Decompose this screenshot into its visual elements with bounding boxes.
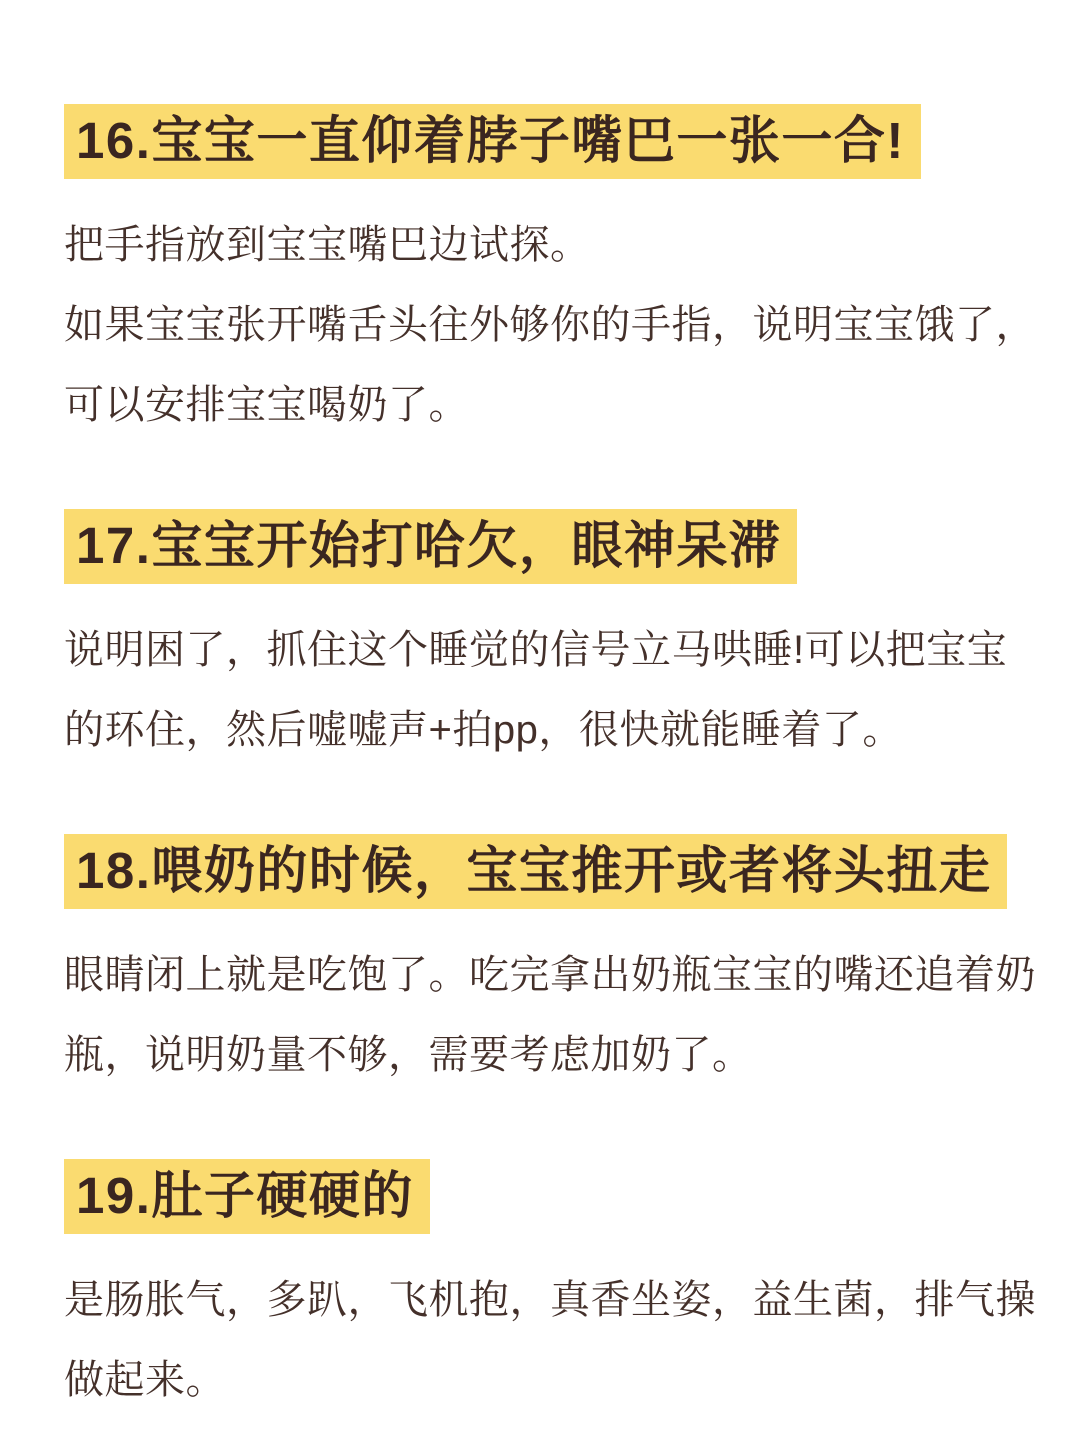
section-19-heading [64, 1159, 1044, 1234]
body-line: 把手指放到宝宝嘴巴边试探。 [64, 223, 591, 267]
section-17-heading-highlight: 17.宝宝开始打哈欠，眼神呆滞 [64, 509, 797, 584]
body-line: 瓶，说明奶量不够，需要考虑加奶了。 [64, 1033, 753, 1077]
section-17-body [64, 610, 1044, 770]
tip-section-18 [64, 834, 1044, 1095]
body-line: 的环住，然后嘘嘘声+拍pp，很快就能睡着了。 [64, 708, 903, 752]
body-line: 眼睛闭上就是吃饱了。吃完拿出奶瓶宝宝的嘴还追着奶 [64, 953, 1036, 997]
section-16-body [64, 205, 1044, 445]
section-16-heading-highlight: 16.宝宝一直仰着脖子嘴巴一张一合! [64, 104, 921, 179]
body-line: 说明困了，抓住这个睡觉的信号立马哄睡!可以把宝宝 [64, 628, 1008, 672]
section-18-body [64, 935, 1044, 1095]
section-16-heading [64, 104, 1044, 179]
body-line: 可以安排宝宝喝奶了。 [64, 383, 469, 427]
section-17-heading [64, 509, 1044, 584]
section-18-heading-highlight: 18.喂奶的时候，宝宝推开或者将头扭走 [64, 834, 1007, 909]
body-line: 做起来。 [64, 1358, 226, 1402]
section-18-heading [64, 834, 1044, 909]
section-19-heading-highlight: 19.肚子硬硬的 [64, 1159, 430, 1234]
tip-section-16 [64, 104, 1044, 445]
tip-section-17 [64, 509, 1044, 770]
body-line: 是肠胀气，多趴，飞机抱，真香坐姿，益生菌，排气操 [64, 1278, 1036, 1322]
section-19-body [64, 1260, 1044, 1420]
body-line: 如果宝宝张开嘴舌头往外够你的手指，说明宝宝饿了， [64, 303, 1036, 347]
tip-section-19 [64, 1159, 1044, 1420]
